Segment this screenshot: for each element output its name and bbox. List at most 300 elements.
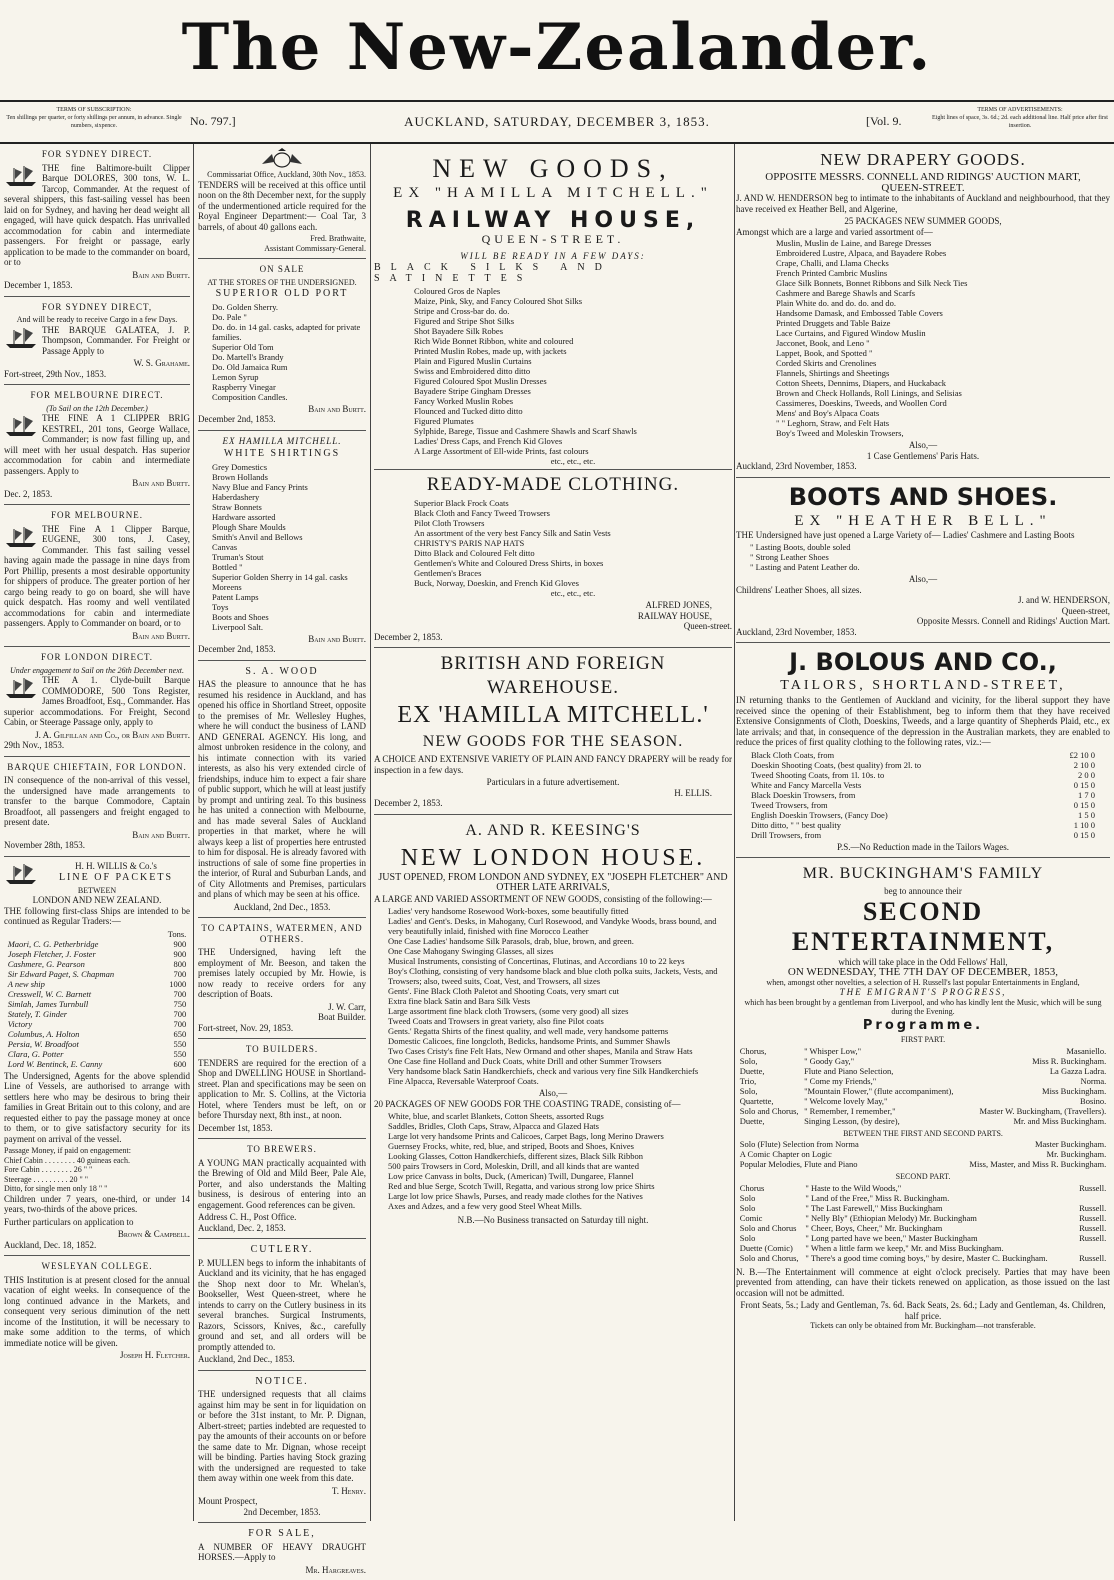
ad-heading: CUTLERY. [250,1244,314,1255]
list-item: Haberdashery [212,491,260,502]
list-item: CHRISTY'S PARIS NAP HATS [414,538,525,548]
ad-lead-line: BLACK SILKS AND SATINETTES [374,262,612,284]
ad-heading: EX HAMILLA MITCHELL. [222,435,342,446]
price-value: 2 0 0 [1078,769,1096,780]
shop-name: RAILWAY HOUSE, [405,208,701,233]
ad-signature: Bain and Burtt. [132,478,190,488]
ad-subheading: beg to announce their [884,886,962,896]
programme-performer: Mr. and Miss Buckingham. [1013,1115,1107,1126]
ad-lead-line: SUPERIOR OLD PORT [215,288,349,299]
table-row [740,1056,1107,1066]
ad-date: November 28th, 1853. [4,840,85,850]
ad-heading-large: BOOTS AND SHOES. [788,482,1058,511]
ad-melbourne-direct [4,385,190,505]
list-item: Navy Blue and Fancy Prints [212,481,308,492]
list-item: An assortment of the very best Fancy Silk and Satin Vests [414,528,611,538]
programme-kind: Solo and Chorus [739,1222,797,1233]
ad-signature: Joseph H. Fletcher. [119,1350,190,1360]
terms-of-advertisements [930,106,1110,130]
list-item: Swiss and Embroidered ditto ditto [414,366,531,376]
list-item: Canvas [212,541,238,552]
ad-commissariat [198,144,366,259]
list-item: Large lot low price Shawls, Purses, and ready made clothes for the Natives [388,1191,643,1201]
ad-date: Auckland, Dec. 18, 1852. [4,1239,97,1250]
ad-heading: TO BUILDERS. [245,1044,319,1054]
ship-name: Joseph Fletcher, J. Foster [7,948,96,959]
table-row [751,780,1095,790]
ad-note: P.S.—No Reduction made in the Tailors Wages. [836,841,1010,852]
ad-date: December 2, 1853. [374,798,443,808]
ship-tons: 650 [173,1028,187,1039]
ad-body: P. MULLEN begs to inform the inhabitants of Auckland and its vicinity, that he has engaged the Shop next door to Mr. Whelan's, Bookseller, West Queen-street, where he intends to carry on the Cutlery business in its several branches. Surgical Instruments, Razors, Scissors, Knives, &c., carefully ground and set, and all orders will be promptly attended to. [198,1257,366,1352]
programme-piece: " Welcome lovely May," [804,1095,888,1106]
list-item: Gents'. Fine Black Cloth Paletot and Shooting Coats, very smart cut [388,986,620,996]
price-item: Tweed Shooting Coats, from 1l. 10s. to [750,769,885,780]
programme-kind: Duette (Comic) [739,1242,793,1253]
ad-date: 29th Nov., 1853. [4,740,65,750]
ship-tons: 900 [173,938,187,949]
programme-table [740,1139,1107,1169]
table-row [8,1059,187,1069]
programme-piece: " There's a good time coming boys," by desire, Master C. Buckingham. [805,1252,1048,1263]
goods-list [388,1111,732,1211]
table-row [751,820,1095,830]
table-row [8,979,187,989]
ad-signature-line: Queen-street, [1061,605,1110,616]
list-item: " Strong Leather Shoes [750,552,829,562]
programme-table [740,1046,1107,1126]
ship-tons: 1000 [169,978,187,989]
column-rule [193,144,194,1521]
ad-body: THE undersigned requests that all claims against him may be sent in for liquidation on or before the 31st instant, to Mr. P. Dignan, Albert-street; parties indebted are requested to pay the amounts of their accounts on or before the same date to Mr. Dignan, whose receipt will be binding. Parties having Stock grazing with the undersigned are requested to take them away within one week from this date. [198,1389,366,1483]
list-item: Embroidered Lustre, Alpaca, and Bayadere Robes [776,248,947,258]
list-item: Cotton Sheets, Dennims, Diapers, and Huckaback [776,378,946,388]
table-row [740,1046,1107,1056]
programme-performer: Mr. Buckingham. [1046,1149,1107,1159]
table-row [8,999,187,1009]
programme-performer [1076,1243,1106,1253]
list-item: Boy's Tweed and Moleskin Trowsers, [776,428,904,438]
table-row [740,1139,1107,1149]
ship-tons: 800 [173,958,187,969]
list-item: Plain and Figured Muslin Curtains [414,356,532,366]
ship-tons: 750 [173,998,187,1009]
price-table [751,750,1095,840]
ad-subheading: QUEEN-STREET. [881,181,965,194]
table-row [740,1213,1107,1223]
ad-signature: Bain and Burtt. [132,269,190,280]
list-item: Bayadere Stripe Gingham Dresses [414,386,531,396]
ad-body: The Undersigned, Agents for the above splendid Line of Vessels, are authorised to arrange with settlers here who may be desirous to bring their families in Great Britain out to this colony, and are requested either to pay the passage money at once to them, or to give satisfactory security for its payment on arrival of the vessel. [4,1070,190,1144]
ad-heading: FOR MELBOURNE DIRECT. [30,390,164,400]
programme-performer [1076,1193,1106,1203]
programme-part-heading: BETWEEN THE FIRST AND SECOND PARTS. [843,1128,1003,1138]
ad-subheading: AT THE STORES OF THE UNDERSIGNED. [207,277,357,287]
ad-to-builders [198,1039,366,1139]
list-item: Handsome Damask, and Embossed Table Covers [776,308,943,318]
list-item: Mens' and Boy's Alpaca Coats [776,408,880,418]
table-row [751,760,1095,770]
newspaper-title: The New-Zealander. [181,10,933,85]
table-row [8,959,187,969]
ad-heading: MR. BUCKINGHAM'S FAMILY [802,865,1044,882]
ad-london-direct [4,647,190,757]
list-item: Patent Lamps [212,591,259,602]
ship-name: Sir Edward Paget, S. Chapman [7,968,115,979]
list-item: Gentlemen's White and Coloured Dress Shirts, in boxes [414,558,604,568]
ad-sydney-direct-galatea [4,297,190,386]
ad-to-brewers [198,1139,366,1239]
list-item: Lemon Syrup [212,371,259,382]
table-row [751,830,1095,840]
ad-body: A NUMBER OF HEAVY DRAUGHT HORSES.—Apply to [198,1541,366,1562]
table-row [740,1159,1107,1169]
list-item: Glace Silk Bonnets, Bonnet Ribbons and Silk Neck Ties [776,278,968,288]
ad-heading: READY-MADE CLOTHING. [426,474,680,495]
price-value: 0 15 0 [1073,779,1096,790]
list-item: Lace Curtains, and Figured Window Muslin [776,328,926,338]
ad-body: THE BARQUE GALATEA, J. P. Thompson, Commander. For Freight or Passage Apply to [42,324,190,356]
ad-body: N. B.—The Entertainment will commence at eight o'clock precisely. Parties that may have been prevented from attending, can have their tickets renewed on application, as those issued on the last occasion will not be admitted. [736,1266,1110,1298]
price-item: Ditto ditto, " " best quality [750,819,841,830]
volume-number: [Vol. 9. [866,114,902,128]
list-item: etc., etc., etc. [550,456,596,466]
list-item: Low price Canvass in bolts, Duck, (American) Twill, Dungaree, Flannel [388,1171,634,1181]
ad-lead-line: WHITE SHIRTINGS [223,448,341,459]
programme-performer: Russell. [1079,1232,1107,1243]
fare-line: Ditto, for single men only 18 " " [4,1184,108,1193]
programme-piece: " The Last Farewell," Miss Buckingham [805,1202,943,1213]
ad-heading: WESLEYAN COLLEGE. [41,1261,153,1271]
table-row [740,1253,1107,1263]
ad-date: December 1st, 1853. [198,1122,273,1133]
ad-wesleyan-college [4,1256,190,1366]
programme-kind: Comic [739,1212,763,1223]
ad-heading: FOR MELBOURNE. [50,510,143,520]
ad-ex-hamilla-mitchell [198,431,366,661]
list-item: Brown Hollands [212,471,268,482]
list-item: Muslin, Muslin de Laine, and Barege Dresses [776,238,932,248]
ad-cutlery [198,1239,366,1371]
list-item: One Case Mahogany Swinging Glasses, all sizes [388,946,554,956]
column-rule [734,144,735,1521]
ad-body: A YOUNG MAN practically acquainted with the Brewing of Old and Mild Beer, Pale Ale, Porter, and also understands the Malting business, is desirous of entering into an engagement. Good references can be given. [198,1157,366,1210]
ad-heading: S. A. WOOD [245,665,319,677]
terms-subscription-text: Ten shillings per quarter, or forty shillings per annum, in advance. Single numbers, sixpence. [6,115,182,129]
column-2 [198,144,366,1575]
ad-heading: TO CAPTAINS, WATERMEN, AND OTHERS. [201,923,363,944]
programme-performer: Miss R. Buckingham. [1032,1055,1107,1066]
ad-body: THIS Institution is at present closed for the annual vacation of eight weeks. In consequence of the long continued advance in the Markets, and consequent very serious diminution of the nett income of the Institution, it will be necessary to make some addition to the terms, of which immediate notice will be given. [4,1274,190,1348]
ad-subheading: And will be ready to receive Cargo in a few Days. [16,315,178,324]
list-item: Maize, Pink, Sky, and Fancy Coloured Shot Silks [414,296,583,306]
programme-performer: Russell. [1079,1182,1107,1193]
list-item: Ladies' very handsome Rosewood Work-boxes, some beautifully fitted [388,906,629,916]
list-item: Guernsey Frocks, white, red, blue, and striped, Boots and Shoes, Knives [388,1141,634,1151]
goods-list [750,542,1110,572]
ad-bolous-tailors [736,643,1110,858]
ad-melbourne [4,505,190,647]
ad-notice [198,1371,366,1524]
ad-date: Auckland, 23rd November, 1853. [736,461,857,471]
list-item: Sylphide, Barege, Tissue and Cashmere Shawls and Scarf Shawls [414,426,637,436]
ad-note: Particulars in a future advertisement. [486,777,620,787]
fare-line: Chief Cabin . . . . . . . . 40 guineas each. [4,1155,130,1165]
ad-subheading: EX 'HAMILLA MITCHELL.' [397,702,709,728]
list-item: Superior Golden Sherry in 14 gal. casks [212,571,348,582]
ship-tons: 550 [173,1048,187,1059]
programme-performer: Russell. [1079,1212,1107,1223]
list-item: Pilot Cloth Trowsers [414,518,485,528]
programme-performer: Norma. [1080,1075,1107,1086]
ad-date: Auckland, 23rd November, 1853. [736,626,857,637]
list-item: Figured Coloured Spot Muslin Dresses [414,376,547,386]
programme-piece: " Remember, I remember," [804,1105,896,1116]
table-row [751,810,1095,820]
ad-signature-title: Assistant Commissary-General. [264,243,366,253]
list-item: Superior Black Frock Coats [414,498,509,508]
table-row [8,1039,187,1049]
programme-kind: Quartette, [739,1095,774,1106]
ad-body: THE FINE A 1 CLIPPER BRIG KESTREL, 201 tons, George Wallace, Commander; is now fast filling up, and will meet with her usual despatch. Has superior accommodation for cabin and intermediate passengers. Apply to [4,413,190,476]
list-item: Coloured Gros de Naples [414,286,501,296]
list-item: Domestic Calicoes, fine longcloth, Bedicks, handsome Prints, and Summer Shawls [388,1036,671,1046]
ad-body: 20 PACKAGES OF NEW GOODS FOR THE COASTING TRADE, consisting of— [374,1098,681,1109]
list-item: Grey Domestics [212,461,268,472]
list-item: Tweed Coats and Trowsers in great variety, also fine Pilot coats [388,1016,604,1026]
ad-heading: FOR LONDON DIRECT. [40,652,154,662]
table-row [740,1223,1107,1233]
ad-subheading: NEW GOODS FOR THE SEASON. [422,733,684,750]
ad-signature: W. S. Grahame. [133,358,190,368]
list-item: Do. Martell's Brandy [212,351,284,362]
ad-signature: T. Henry. [331,1485,366,1496]
table-row [8,1029,187,1039]
event-place: which will take place in the Odd Fellows' Hall, [838,956,1008,967]
programme-kind: Chorus [739,1182,765,1193]
list-item: One Case fine Holland and Duck Coats, white Drill and other Summer Trowsers [388,1056,662,1066]
list-item: Jacconet, Book, and Leno " [776,338,870,348]
ship-name: Cashmere, G. Pearson [7,958,85,969]
ad-signature: Mr. Hargreaves. [305,1564,366,1575]
list-item: Musical Instruments, consisting of Concertinas, Flutinas, and Accordians 10 to 22 keys [388,956,685,966]
terms-advertisements-title: TERMS OF ADVERTISEMENTS: [977,107,1063,113]
column-3 [374,144,732,1521]
ship-tons: 550 [173,1038,187,1049]
event-description: which has been brought by a gentleman from Liverpool, and who has kindly lent the Music, which will be sung during the Evening. [744,997,1102,1016]
list-item: " Lasting and Patent Leather do. [750,562,860,572]
ad-body: THE Undersigned have just opened a Large Variety of— Ladies' Cashmere and Lasting Boots [736,529,1075,540]
list-item: Do. Golden Sherry. [212,301,279,312]
ad-place: Commissariat Office, Auckland, 30th Nov., 1853. [207,170,366,179]
programme-performer: Bosino. [1080,1095,1107,1106]
list-item: Very handsome black Satin Handkerchiefs, check and various very fine Silk Handkerchiefs [388,1066,699,1076]
list-item: Do. Pale " [212,311,247,322]
ad-address: Address C. H., Post Office. [198,1212,297,1222]
column-1 [4,144,190,1521]
ad-heading-large: SECOND ENTERTAINMENT, [791,896,1055,956]
list-item: One Case Ladies' handsome Silk Parasols, drab, blue, brown, and green. [388,936,634,946]
royal-crest-icon [258,148,306,168]
table-row [740,1203,1107,1213]
ad-date: December 2nd, 1853. [198,644,276,654]
programme-kind: Popular Melodies, Flute and Piano [739,1159,858,1169]
ad-date: 2nd December, 1853. [243,1506,321,1517]
list-item: Liverpool Salt. [212,621,263,632]
price-value: 1 7 0 [1078,789,1096,800]
table-row [740,1076,1107,1086]
ship-tons: 700 [173,968,187,979]
ship-name: Lord W. Bentinck, E. Canny [7,1058,103,1069]
ship-tons: 700 [173,1008,187,1019]
ad-place: Mount Prospect, [198,1496,258,1506]
list-item: Fancy Worked Muslin Robes [414,396,514,406]
ad-also: Also,— [538,1088,568,1098]
list-item: Ladies' Dress Caps, and French Kid Gloves [414,436,563,446]
ad-keesing-new-london-house [374,815,732,1231]
price-item: Tweed Trowsers, from [750,799,828,810]
ship-name: Maori, C. G. Petherbridge [7,938,99,949]
ship-name: A new ship [7,978,45,989]
ad-body: HAS the pleasure to announce that he has resumed his residence in Auckland, and has opened his office in Shortland Street, opposite to the premises of Mr. Wellesley Hughes, where he will conduct the business of LAND AND GENERAL AGENCY. His long, and almost unbroken residence in the colony, and his intimate connection with its varied interests, as also his very extended circle of friendships, induce him to expect a fair share of public support, which he will at least justify by prompt and untiring zeal. To this business he has united a connection with Melbourne, and has made several Sales of Auckland properties in that market, where he will always keep a list of properties here entrusted to him for disposal. He is already favored with instructions of sale of some fine properties in the interior, of Rural and Suburban Lands, and of City Allotments and Premises, particulars and plans of which may be seen at his office. [198,679,366,899]
table-row [8,969,187,979]
list-item: Raspberry Vinegar [212,381,276,392]
ad-date: Auckland, Dec. 2, 1853. [198,1222,286,1233]
table-row [751,750,1095,760]
table-row [740,1149,1107,1159]
list-item: French Printed Cambric Muslins [776,268,888,278]
event-novelties: when, amongst other novelties, a selection of H. Russell's last popular Entertainments in England, [766,977,1080,987]
ad-signature: J. W. Carr, [328,1001,366,1012]
price-value: 1 10 0 [1073,819,1096,830]
ad-signature: H. ELLIS. [674,787,712,798]
list-item: White, blue, and scarlet Blankets, Cotton Sheets, assorted Rugs [388,1111,604,1121]
programme-kind: Duette, [739,1065,765,1076]
ship-icon [4,415,38,437]
programme-performer: La Gazza Ladra. [1049,1065,1107,1076]
ad-body: TENDERS will be received at this office until noon on the 8th December next, for the supply of the undermentioned article required for the Royal Engineer Department:— Coal Tar, 3 barrels, of about 40 gallons each. [198,179,366,232]
list-item: Truman's Stout [212,551,264,562]
list-item: Buck, Norway, Doeskin, and French Kid Gloves [414,578,579,588]
goods-list [414,498,732,598]
fare-line: Steerage . . . . . . . . . 20 " " [4,1174,89,1184]
table-header-row [8,929,187,939]
list-item: Gents.' Regatta Shirts of the finest quality, and well made, very handsome patterns [388,1026,669,1036]
price-value: 0 15 0 [1073,829,1096,840]
event-feature: THE EMIGRANT'S PROGRESS, [839,987,1007,997]
ad-extra-item: 1 Case Gentlemens' Paris Hats. [866,450,980,461]
ad-heading: TO BREWERS. [247,1144,317,1154]
ad-signature: J. and W. HENDERSON, [1017,595,1110,605]
ad-railway-house [374,144,732,648]
list-item: Two Cases Cristy's fine Felt Hats, New Ormand and other shapes, Manila and Straw Hats [388,1046,693,1056]
list-item: Extra fine black Satin and Bara Silk Vests [388,996,531,1006]
programme-kind: Solo and Chorus, [739,1252,799,1263]
list-item: Plough Share Moulds [212,521,286,532]
ad-body: A CHOICE AND EXTENSIVE VARIETY OF PLAIN AND FANCY DRAPERY will be ready for inspection in a few days. [374,754,732,775]
list-item: Moreens [212,581,242,592]
table-row [740,1096,1107,1106]
ad-signature: Bain and Burtt. [308,403,366,414]
ad-date: Auckland, 2nd Dec., 1853. [233,901,331,912]
table-row [8,1019,187,1029]
programme-kind: A Comic Chapter on Logic [739,1149,832,1159]
ship-name: Simlah, James Turnbull [7,998,89,1009]
ad-signature: Bain and Burtt. [132,829,190,840]
ad-body: J. AND W. HENDERSON beg to intimate to the inhabitants of Auckland and neighbourhood, that they have received ex Heather Bell, and Algerine, [736,193,1110,214]
ad-extra-item: Childrens' Leather Shoes, all sizes. [736,584,862,595]
ad-signature-line: Opposite Messrs. Connell and Ridings' Auction Mart. [916,616,1110,626]
list-item: Composition Candles. [212,391,288,402]
ad-body: THE following first-class Ships are intended to be continued as Regular Traders:— [4,905,190,926]
ad-signature-title: Boat Builder. [318,1012,366,1022]
programme-piece: " Come my Friends," [804,1075,877,1086]
ad-subheading: EX "HEATHER BELL." [794,512,1052,529]
ad-packages: 25 PACKAGES NEW SUMMER GOODS, [844,216,1002,226]
ad-signature-line: RAILWAY HOUSE, [637,610,712,621]
price-value: £2 10 0 [1069,749,1096,760]
ticket-note: Tickets can only be obtained from Mr. Buckingham—not transferable. [810,1321,1036,1330]
ad-body: THE A 1. Clyde-built Barque COMMODORE, 500 Tons Register, James Broadfoot, Esq., Commander. Has superior accommodations. For Freight, Second Cabin, or Steerage Passage only, apply to [4,675,190,727]
list-item: Figured and Stripe Shot Silks [414,316,515,326]
ad-heading: A. AND R. KEESING'S [465,821,641,839]
list-item: Crape, Challi, and Llama Checks [776,258,889,268]
ad-barque-chieftain [4,757,190,857]
programme-table [740,1183,1107,1263]
table-row [8,989,187,999]
ad-heading: NOTICE. [255,1375,309,1387]
ad-for-sale-horses [198,1523,366,1580]
programme-kind: Solo [739,1202,756,1213]
price-value: 2 10 0 [1073,759,1096,770]
programme-kind: Chorus, [739,1045,767,1056]
ship-tons: 600 [173,1058,187,1069]
ad-also: Also,— [908,440,938,450]
terms-subscription-title: TERMS OF SUBSCRIPTION: [56,107,132,113]
ship-icon [4,677,38,699]
ship-tons: 900 [173,948,187,959]
ad-on-sale [198,259,366,431]
ad-note: N.B.—No Business transacted on Saturday till night. [457,1215,649,1225]
ad-buckingham-entertainment [736,858,1110,1336]
ad-heading-large: J. BOLOUS AND CO., [789,648,1057,676]
event-date: ON WEDNESDAY, THE 7TH DAY OF DECEMBER, 1853, [787,966,1059,978]
goods-list [414,286,732,466]
programme-piece: Flute and Piano Selection, [804,1065,894,1076]
list-item: Straw Bonnets [212,501,262,512]
programme-performer: Master W. Buckingham, (Travellers). [979,1105,1107,1116]
table-row [751,770,1095,780]
table-row [740,1116,1107,1126]
ad-new-drapery-goods [736,144,1110,478]
ad-subheading: TAILORS, SHORTLAND-STREET, [780,678,1066,693]
programme-kind: Duette, [739,1115,765,1126]
ad-heading: FOR SALE, [248,1528,316,1539]
programme-piece: " Cheer, Boys, Cheer," Mr. Buckingham [805,1222,943,1233]
list-item: Large assortment fine black cloth Trowsers, (some very good) all sizes [388,1006,629,1016]
list-item: Saddles, Bridles, Cloth Caps, Straw, Alpacca and Glazed Hats [388,1121,599,1131]
fleet-table [8,929,187,1069]
list-item: Cashmere and Barege Shawls and Scarfs [776,288,916,298]
ad-signature: ALFRED JONES, [645,600,712,610]
ad-date: December 2nd, 1853. [198,414,276,424]
price-value: 1 5 0 [1078,809,1096,820]
ad-subheading: JUST OPENED, FROM LONDON AND SYDNEY, EX "JOSEPH FLETCHER" AND OTHER LATE ARRIVALS, [378,871,728,893]
ad-heading-large: LINE OF PACKETS [58,872,174,883]
fare-line: Fore Cabin . . . . . . . . 26 " " [4,1165,93,1174]
programme-title: Programme. [862,1017,984,1033]
ad-amongst: Amongst which are a large and varied assortment of— [736,226,933,237]
